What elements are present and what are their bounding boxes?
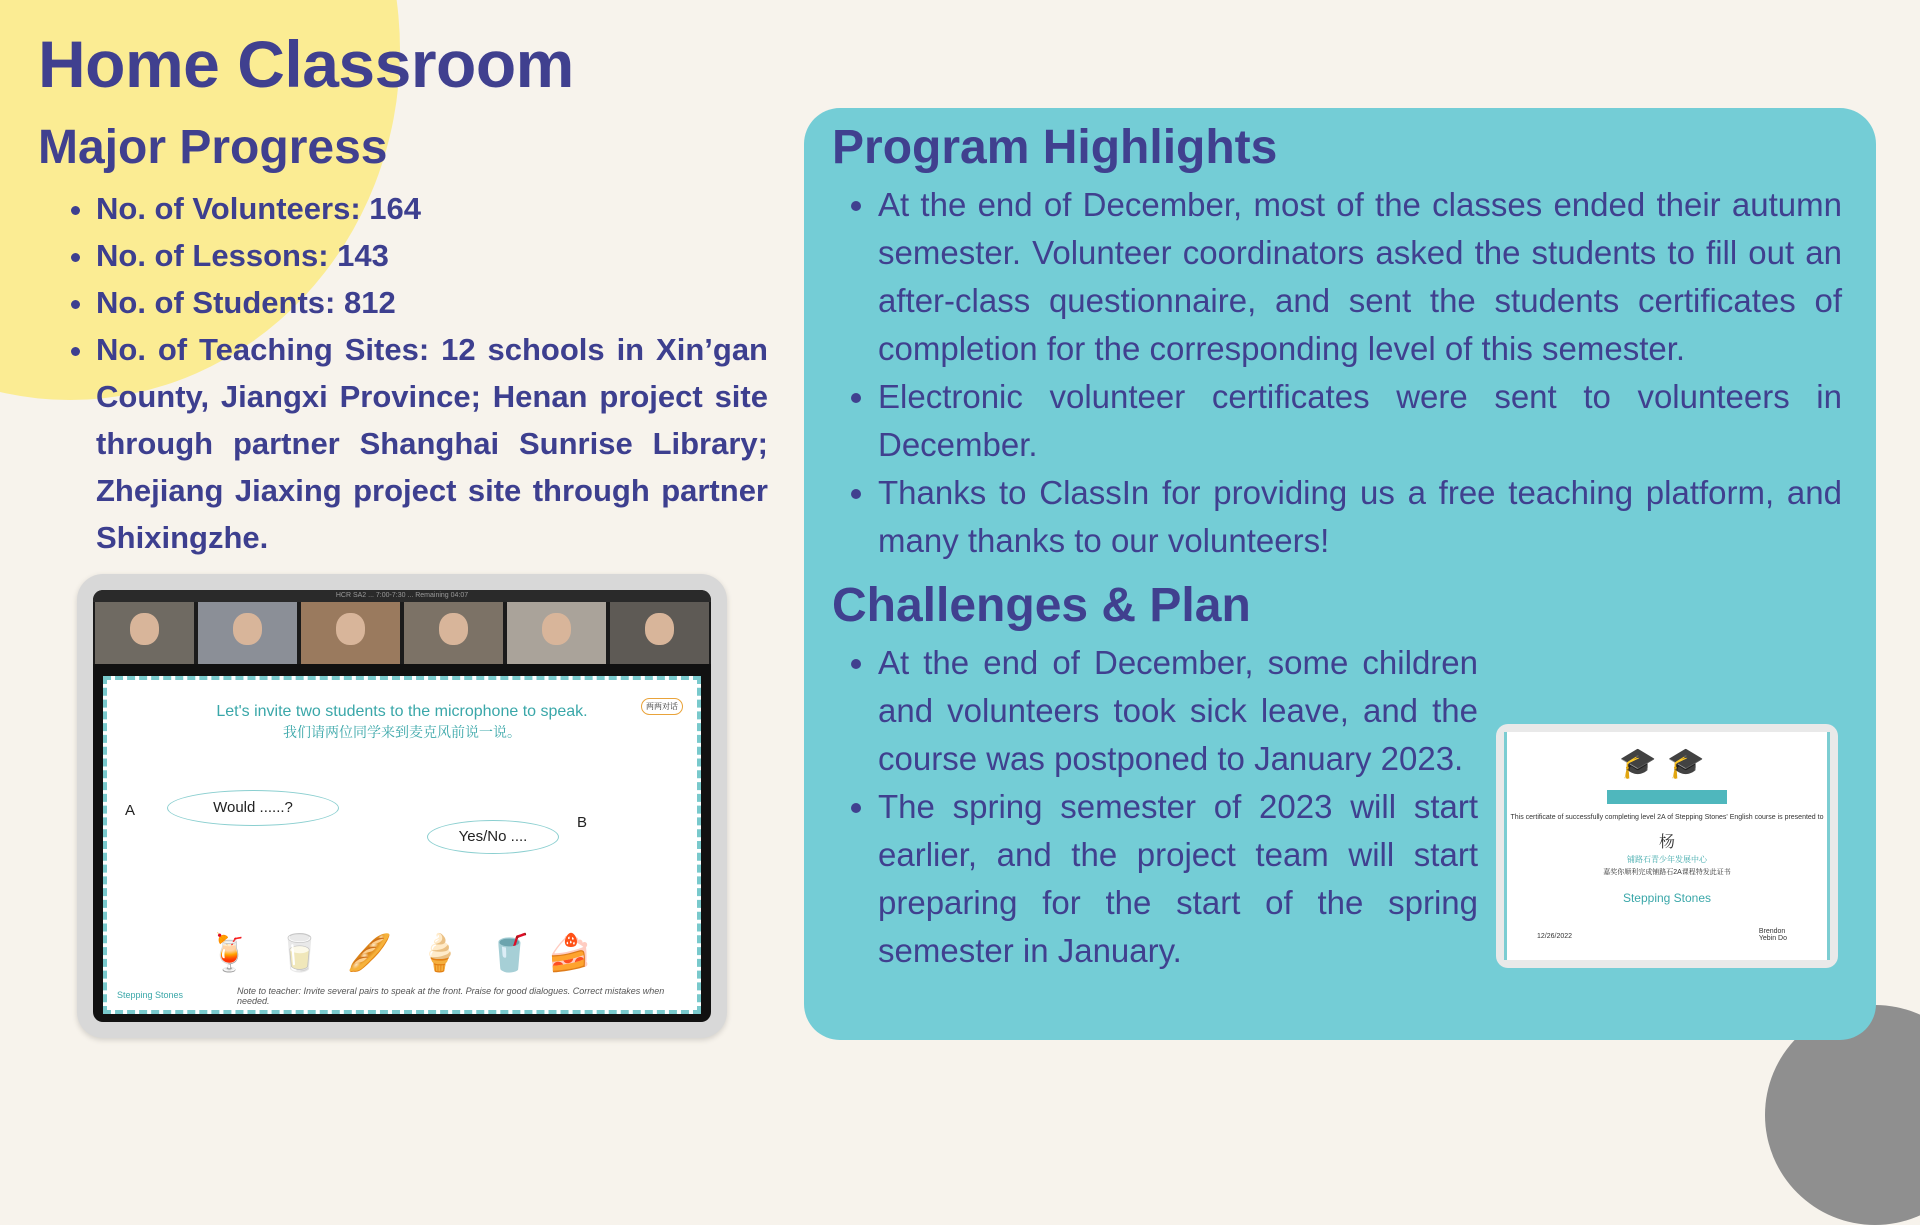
certificate-date: 12/26/2022 <box>1537 933 1573 940</box>
student-video <box>301 602 400 664</box>
student-video <box>404 602 503 664</box>
stepping-stones-logo: Stepping Stones <box>1622 891 1712 905</box>
certificate-description: 嘉奖你顺利完成铺路石2A课程特发此证书 <box>1603 869 1731 876</box>
list-item: • At the end of December, some children and volunteers took sick leave, and the course was postponed to January 2023. <box>878 639 1478 783</box>
signer-name: Yebin Do <box>1758 935 1787 942</box>
speech-bubble-a: Would ......? <box>167 790 339 826</box>
major-progress-heading: Major Progress <box>38 121 388 174</box>
tablet-screen <box>93 590 711 1022</box>
graduate-icon: 🎓 <box>1619 747 1657 780</box>
program-highlights-list <box>832 181 1842 565</box>
list-item: • No. of Students: 812 <box>96 279 768 326</box>
list-item: • No. of Teaching Sites: 12 schools in Xin’gan County, Jiangxi Province; Henan project site through partner Shanghai Sunrise Library; Zhejiang Jiaxing project site through partner Shixingzhe. <box>96 326 768 561</box>
video-strip <box>93 602 711 664</box>
stepping-stones-logo: Stepping Stones <box>117 990 184 1000</box>
program-highlights-heading: Program Highlights <box>832 121 1278 174</box>
major-progress-section <box>38 120 768 561</box>
juice-icon: 🍹 <box>207 932 252 973</box>
speaker-a-label: A <box>125 802 136 819</box>
list-item: • No. of Volunteers: 164 <box>96 185 768 232</box>
cola-icon: 🥤 <box>487 932 532 973</box>
slide-heading: Let's invite two students to the microphone to speak. <box>216 703 588 720</box>
list-item: • The spring semester of 2023 will start earlier, and the project team will start preparing for the start of the spring semester in January. <box>878 783 1478 975</box>
list-item: • Thanks to ClassIn for providing us a free teaching platform, and many thanks to our volunteers! <box>878 469 1842 565</box>
classroom-topbar: HCR SA2 ... 7:00-7:30 ... Remaining 04:07 <box>93 590 711 602</box>
certificate-text: This certificate of successfully completing level 2A of Stepping Stones' English course is presented to <box>1510 814 1824 821</box>
bread-icon: 🥖 <box>347 932 392 973</box>
certificate-card <box>1504 732 1830 960</box>
certificate-org: 铺路石青少年发展中心 <box>1627 855 1707 864</box>
lesson-slide <box>103 676 701 1014</box>
major-progress-list <box>38 185 768 561</box>
challenges-plan-heading: Challenges & Plan <box>832 579 1251 632</box>
teacher-note: Note to teacher: Invite several pairs to speak at the front. Praise for good dialogues. Correct mistakes when needed. <box>237 986 665 1006</box>
slide-subheading: 我们请两位同学来到麦克风前说一说。 <box>283 724 521 740</box>
highlights-panel <box>804 108 1876 1040</box>
certificate-ribbon <box>1607 790 1727 804</box>
list-item: • No. of Lessons: 143 <box>96 232 768 279</box>
certificate-name: 杨 <box>1658 834 1675 851</box>
student-video <box>95 602 194 664</box>
student-video <box>610 602 709 664</box>
certificate-signatures <box>1759 928 1787 942</box>
graduate-icon: 🎓 <box>1667 747 1705 780</box>
page-title: Home Classroom <box>38 27 574 101</box>
classroom-screenshot <box>77 574 727 1038</box>
certificate-image <box>1496 724 1838 968</box>
student-video <box>507 602 606 664</box>
dialogue-badge: 两两对话 <box>641 698 683 715</box>
list-item: • Electronic volunteer certificates were sent to volunteers in December. <box>878 373 1842 469</box>
list-item: • At the end of December, most of the classes ended their autumn semester. Volunteer coordinators asked the students to fill out an after-class questionnaire, and sent the students certificates of completion for the corresponding level of this semester. <box>878 181 1842 373</box>
cake-icon: 🍰 <box>547 932 592 973</box>
ice-cream-icon: 🍦 <box>417 932 462 973</box>
student-video <box>198 602 297 664</box>
speaker-b-label: B <box>577 814 588 831</box>
challenges-plan-list <box>832 639 1478 975</box>
program-highlights-section <box>832 120 1842 565</box>
signer-name: Brendon <box>1758 928 1786 935</box>
speech-bubble-b: Yes/No .... <box>427 820 559 854</box>
water-icon: 🥛 <box>277 932 322 973</box>
